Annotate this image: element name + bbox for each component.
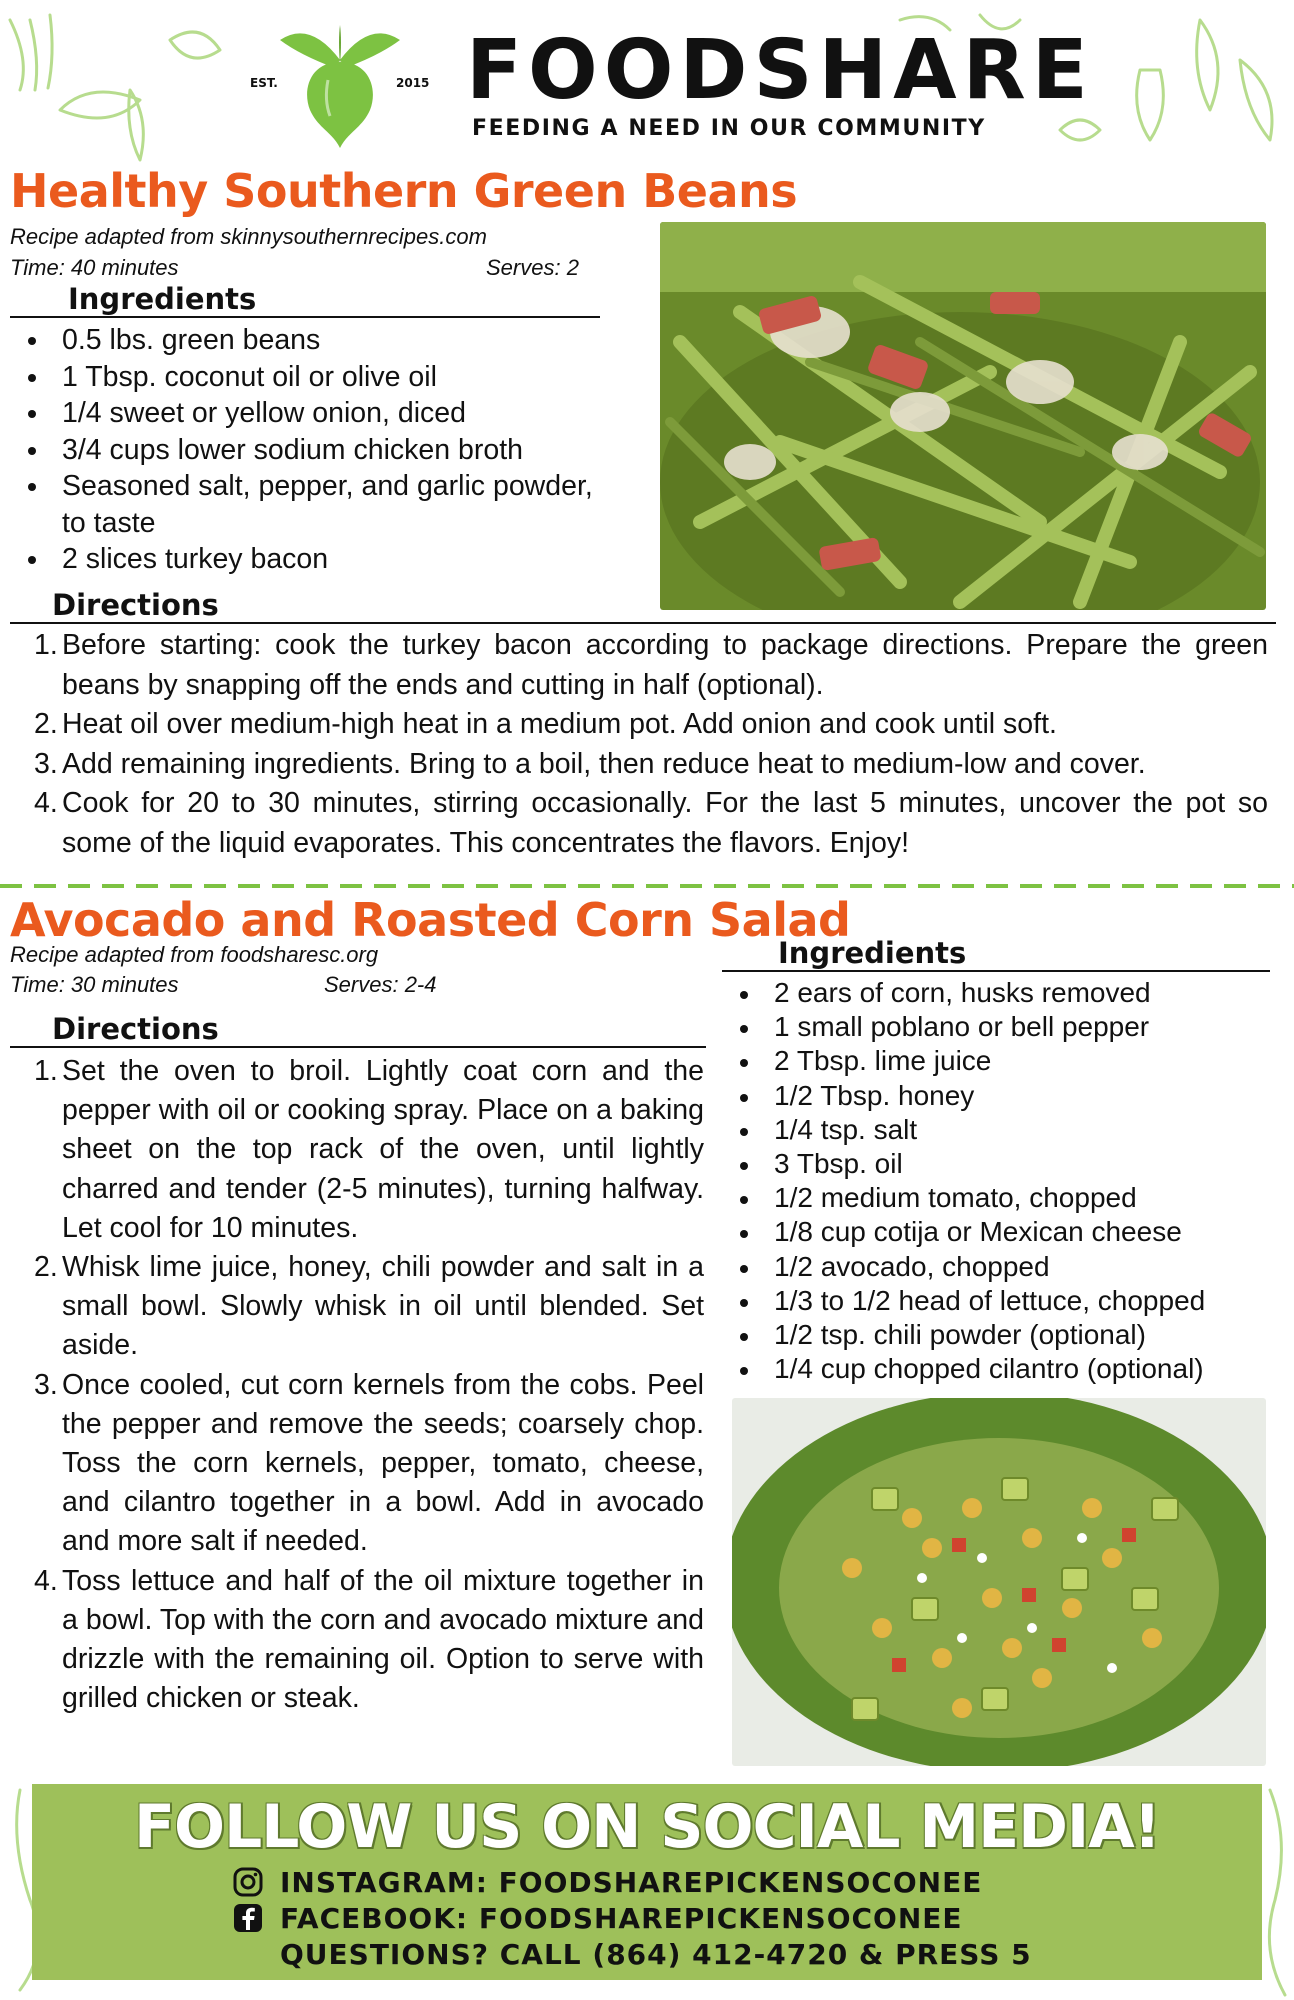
direction-text: Add remaining ingredients. Bring to a boil, then reduce heat to medium-low and cover. <box>62 747 1146 780</box>
est-year: 2015 <box>396 76 430 90</box>
list-item: 1/2 Tbsp. honey <box>722 1079 1282 1113</box>
instagram-handle[interactable]: INSTAGRAM: FOODSHAREPICKENSOCONEE <box>280 1866 983 1899</box>
list-item: 2 slices turkey bacon <box>10 541 600 578</box>
ingredients-heading: Ingredients <box>722 938 1270 972</box>
list-item: 1 small poblano or bell pepper <box>722 1010 1282 1044</box>
recipe-source: Recipe adapted from foodsharesc.org <box>10 942 379 967</box>
list-item: 3/4 cups lower sodium chicken broth <box>10 432 600 469</box>
list-item: 1 Tbsp. coconut oil or olive oil <box>10 359 600 396</box>
direction-text: Before starting: cook the turkey bacon according to package directions. Prepare the green beans by snapping off the ends and cutting in half (optional). <box>62 629 1268 701</box>
list-item: 1/4 cup chopped cilantro (optional) <box>722 1352 1282 1386</box>
list-item: Seasoned salt, pepper, and garlic powder, to taste <box>10 468 600 541</box>
follow-heading: FOLLOW US ON SOCIAL MEDIA! <box>133 1792 1161 1862</box>
instagram-icon[interactable] <box>232 1866 264 1898</box>
list-item: 1/2 medium tomato, chopped <box>722 1181 1282 1215</box>
list-item: 1/4 sweet or yellow onion, diced <box>10 395 600 432</box>
directions-heading: Directions <box>10 590 1276 624</box>
list-item: 4. Cook for 20 to 30 minutes, stirring occasionally. For the last 5 minutes, uncover the pot so some of the liquid evaporates. This concentrates the flavors. Enjoy! <box>34 787 1268 859</box>
recipe-time: Time: 30 minutes <box>10 972 179 997</box>
directions-heading: Directions <box>10 1014 706 1048</box>
list-item: 3 Tbsp. oil <box>722 1147 1282 1181</box>
directions-list <box>10 626 1268 863</box>
social-media-footer <box>32 1784 1262 1980</box>
list-item: 4. Toss lettuce and half of the oil mixture together in a bowl. Top with the corn and avocado mixture and drizzle with the remaining oil. Option to serve with grilled chicken or steak. <box>34 1564 704 1715</box>
direction-text: Heat oil over medium-high heat in a medium pot. Add onion and cook until soft. <box>62 708 1057 740</box>
ingredients-list <box>722 976 1282 1386</box>
direction-text: Whisk lime juice, honey, chili powder and salt in a small bowl. Slowly whisk in oil until blended. Set aside. <box>62 1251 704 1362</box>
questions-phone[interactable]: QUESTIONS? CALL (864) 412-4720 & PRESS 5 <box>280 1938 1032 1971</box>
section-divider <box>0 884 1294 888</box>
list-item: 2. Whisk lime juice, honey, chili powder and salt in a small bowl. Slowly whisk in oil until blended. Set aside. <box>34 1251 704 1362</box>
recipe-serves: Serves: 2 <box>486 255 579 280</box>
green-beans-photo <box>660 222 1266 610</box>
facebook-handle[interactable]: FACEBOOK: FOODSHAREPICKENSOCONEE <box>280 1902 963 1935</box>
list-item: 2 Tbsp. lime juice <box>722 1044 1282 1078</box>
list-item: 1/4 tsp. salt <box>722 1113 1282 1147</box>
list-item: 3. Once cooled, cut corn kernels from the cobs. Peel the pepper and remove the seeds; coarsely chop. Toss the corn kernels, pepper, tomato, cheese, and cilantro together in a bowl. Add in avocado and more salt if needed. <box>34 1368 704 1558</box>
list-item: 1/2 tsp. chili powder (optional) <box>722 1318 1282 1352</box>
direction-text: Cook for 20 to 30 minutes, stirring occasionally. For the last 5 minutes, uncover the pot so some of the liquid evaporates. This concentrates the flavors. Enjoy! <box>62 787 1268 859</box>
recipe-serves: Serves: 2-4 <box>324 972 437 997</box>
list-item: 1/8 cup cotija or Mexican cheese <box>722 1215 1282 1249</box>
header <box>0 0 1294 160</box>
brand-name: FOODSHARE <box>466 23 1094 118</box>
list-item: 2 ears of corn, husks removed <box>722 976 1282 1010</box>
list-item: 1/3 to 1/2 head of lettuce, chopped <box>722 1284 1282 1318</box>
est-label: EST. <box>250 76 278 90</box>
ingredients-heading: Ingredients <box>10 284 600 318</box>
list-item: 1. Set the oven to broil. Lightly coat corn and the pepper with oil or cooking spray. Place on a baking sheet on the top rack of the oven, until lightly charred and tender (2-5 minutes), turning halfway. Let cool for 10 minutes. <box>34 1055 704 1244</box>
list-item: 1. Before starting: cook the turkey bacon according to package directions. Prepare the green beans by snapping off the ends and cutting in half (optional). <box>34 629 1268 701</box>
direction-text: Set the oven to broil. Lightly coat corn and the pepper with oil or cooking spray. Place on a baking sheet on the top rack of the oven, until lightly charred and tender (2-5 minutes), turning halfway. Let cool for 10 minutes. <box>62 1055 704 1244</box>
list-item: 1/2 avocado, chopped <box>722 1250 1282 1284</box>
ingredients-list <box>10 322 600 578</box>
brand-tagline: FEEDING A NEED IN OUR COMMUNITY <box>472 116 986 141</box>
direction-text: Toss lettuce and half of the oil mixture together in a bowl. Top with the corn and avocado mixture and drizzle with the remaining oil. Option to serve with grilled chicken or steak. <box>62 1564 704 1715</box>
list-item: 0.5 lbs. green beans <box>10 322 600 359</box>
facebook-icon[interactable] <box>232 1902 264 1934</box>
list-item: 3. Add remaining ingredients. Bring to a boil, then reduce heat to medium-low and cover. <box>34 747 1146 780</box>
recipe-title: Healthy Southern Green Beans <box>10 164 798 218</box>
recipe-title: Avocado and Roasted Corn Salad <box>10 893 851 947</box>
corn-salad-photo <box>732 1398 1266 1766</box>
list-item: 2. Heat oil over medium-high heat in a medium pot. Add onion and cook until soft. <box>34 708 1057 740</box>
recipe-source: Recipe adapted from skinnysouthernrecipes.com <box>10 224 487 249</box>
recipe-time: Time: 40 minutes <box>10 255 179 280</box>
directions-list <box>10 1052 704 1718</box>
direction-text: Once cooled, cut corn kernels from the cobs. Peel the pepper and remove the seeds; coarsely chop. Toss the corn kernels, pepper, tomato, cheese, and cilantro together in a bowl. Add in avocado and more salt if needed. <box>62 1368 704 1558</box>
